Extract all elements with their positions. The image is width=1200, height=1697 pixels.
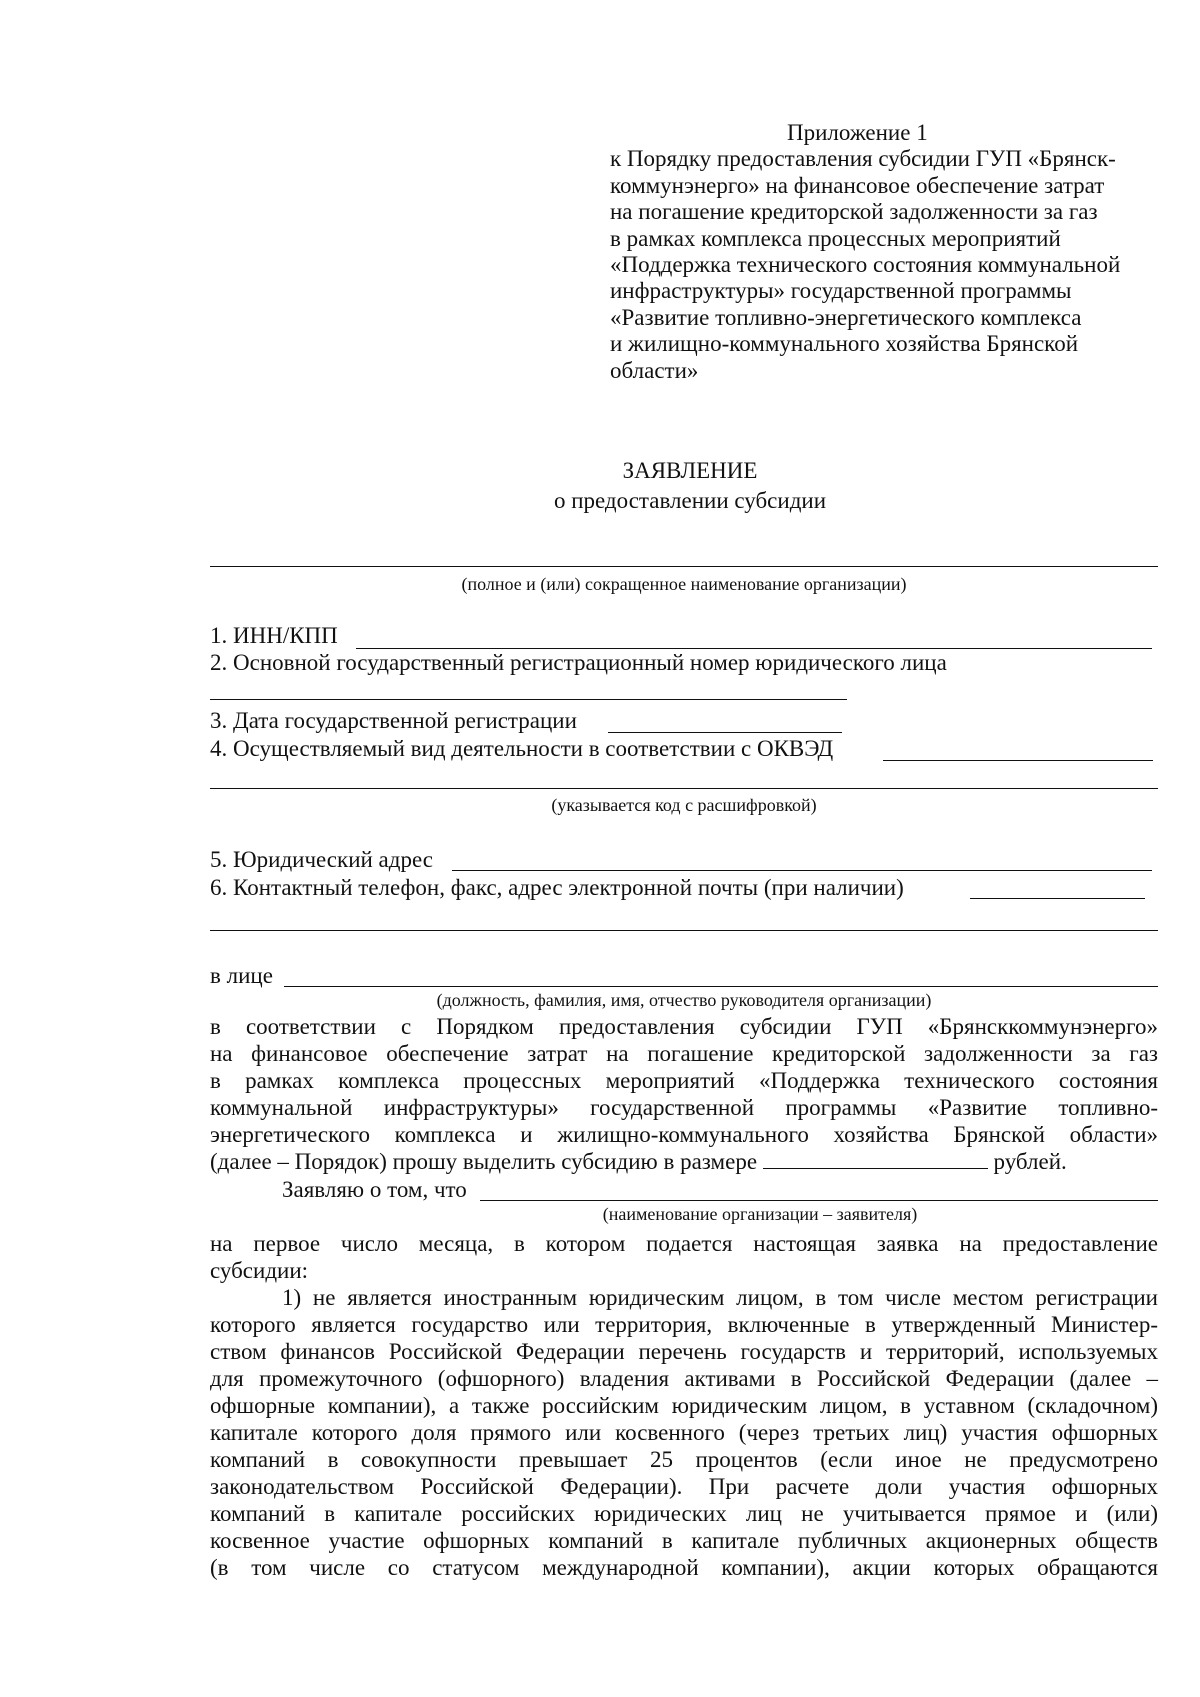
- registration-date-label: 3. Дата государственной регистрации: [210, 708, 577, 733]
- applicant-name-field[interactable]: [480, 1200, 1158, 1201]
- paragraph-line: 1) не является иностранным юридическим лицом, в том числе местом регистрации: [282, 1285, 1158, 1310]
- paragraph-line: компаний в капитале российских юридических лиц не учитывается прямое и (или): [210, 1501, 1158, 1526]
- paragraph-line: коммунальной инфраструктуры» государственной программы «Развитие топливно-: [210, 1095, 1158, 1120]
- subsidy-amount-prefix: (далее – Порядок) прошу выделить субсидию в размере: [210, 1149, 758, 1174]
- paragraph-line: в рамках комплекса процессных мероприятий «Поддержка технического состояния: [210, 1068, 1158, 1093]
- appendix-block: [610, 120, 1170, 384]
- subsidy-amount-field[interactable]: [763, 1148, 988, 1169]
- okved-field[interactable]: [883, 760, 1153, 761]
- contacts-label: 6. Контактный телефон, факс, адрес электронной почты (при наличии): [210, 875, 904, 900]
- paragraph-line: на финансовое обеспечение затрат на погашение кредиторской задолженности за газ: [210, 1041, 1158, 1066]
- okved-field-continued[interactable]: [210, 788, 1158, 789]
- legal-address-label: 5. Юридический адрес: [210, 847, 433, 872]
- paragraph-line: субсидии:: [210, 1258, 309, 1283]
- document-subtitle: о предоставлении субсидии: [553, 488, 827, 513]
- declare-label: Заявляю о том, что: [282, 1177, 467, 1202]
- okved-label: 4. Осуществляемый вид деятельности в соответствии с ОКВЭД: [210, 736, 834, 761]
- registration-date-field[interactable]: [608, 732, 842, 733]
- head-person-caption: (должность, фамилия, имя, отчество руководителя организации): [436, 990, 932, 1010]
- paragraph-line: для промежуточного (офшорного) владения активами в Российской Федерации (далее –: [210, 1366, 1158, 1391]
- contacts-field[interactable]: [970, 898, 1145, 899]
- request-paragraph: [210, 1013, 1158, 1175]
- date-paragraph: [210, 1230, 1158, 1284]
- org-name-caption: (полное и (или) сокращенное наименование организации): [461, 574, 907, 594]
- subsidy-amount-line: [210, 1148, 1158, 1175]
- paragraph-line: на первое число месяца, в котором подается настоящая заявка на предоставление: [210, 1231, 1158, 1256]
- paragraph-line: компаний в совокупности превышает 25 процентов (если иное не предусмотрено: [210, 1447, 1158, 1472]
- head-person-field[interactable]: [284, 986, 1158, 987]
- paragraph-line: косвенное участие офшорных компаний в капитале публичных акционерных обществ: [210, 1528, 1158, 1553]
- inn-kpp-label: 1. ИНН/КПП: [210, 623, 338, 648]
- in-person-label: в лице: [210, 963, 273, 988]
- legal-address-field[interactable]: [452, 870, 1152, 871]
- appendix-line: и жилищно-коммунального хозяйства Брянской: [610, 331, 1078, 357]
- paragraph-line: законодательством Российской Федерации). При расчете доли участия офшорных: [210, 1474, 1158, 1499]
- condition-item-1: [210, 1284, 1158, 1581]
- paragraph-line: (в том числе со статусом международной компании), акции которых обращаются: [210, 1555, 1158, 1580]
- appendix-line: «Поддержка технического состояния коммунальной: [610, 252, 1121, 278]
- document-title: ЗАЯВЛЕНИЕ: [622, 458, 758, 483]
- appendix-title: Приложение 1: [787, 120, 928, 145]
- ogrn-field[interactable]: [210, 699, 847, 700]
- paragraph-line: энергетического комплекса и жилищно-коммунального хозяйства Брянской области»: [210, 1122, 1158, 1147]
- appendix-line: коммунэнерго» на финансовое обеспечение затрат: [610, 172, 1105, 198]
- paragraph-line: офшорные компании), а также российским юридическим лицом, в уставном (складочном): [210, 1393, 1158, 1418]
- paragraph-line: в соответствии с Порядком предоставления субсидии ГУП «Брянсккоммунэнерго»: [210, 1014, 1158, 1039]
- appendix-line: инфраструктуры» государственной программы: [610, 278, 1072, 304]
- paragraph-line: ством финансов Российской Федерации перечень государств и территорий, используемых: [210, 1339, 1158, 1364]
- contacts-field-continued[interactable]: [210, 930, 1158, 931]
- applicant-caption: (наименование организации – заявителя): [602, 1204, 918, 1224]
- org-name-field[interactable]: [210, 566, 1158, 567]
- paragraph-line: которого является государство или территория, включенные в утвержденный Министер-: [210, 1312, 1158, 1337]
- appendix-line: к Порядку предоставления субсидии ГУП «Брянск-: [610, 146, 1116, 172]
- appendix-line: в рамках комплекса процессных мероприятий: [610, 225, 1061, 251]
- appendix-line: на погашение кредиторской задолженности за газ: [610, 199, 1098, 225]
- ogrn-label: 2. Основной государственный регистрационный номер юридического лица: [210, 650, 947, 675]
- okved-caption: (указывается код с расшифровкой): [551, 795, 817, 815]
- appendix-line: области»: [610, 357, 699, 383]
- paragraph-line: капитале которого доля прямого или косвенного (через третьих лиц) участия офшорных: [210, 1420, 1158, 1445]
- appendix-line: «Развитие топливно-энергетического комплекса: [610, 304, 1082, 330]
- subsidy-amount-suffix: рублей.: [993, 1149, 1067, 1174]
